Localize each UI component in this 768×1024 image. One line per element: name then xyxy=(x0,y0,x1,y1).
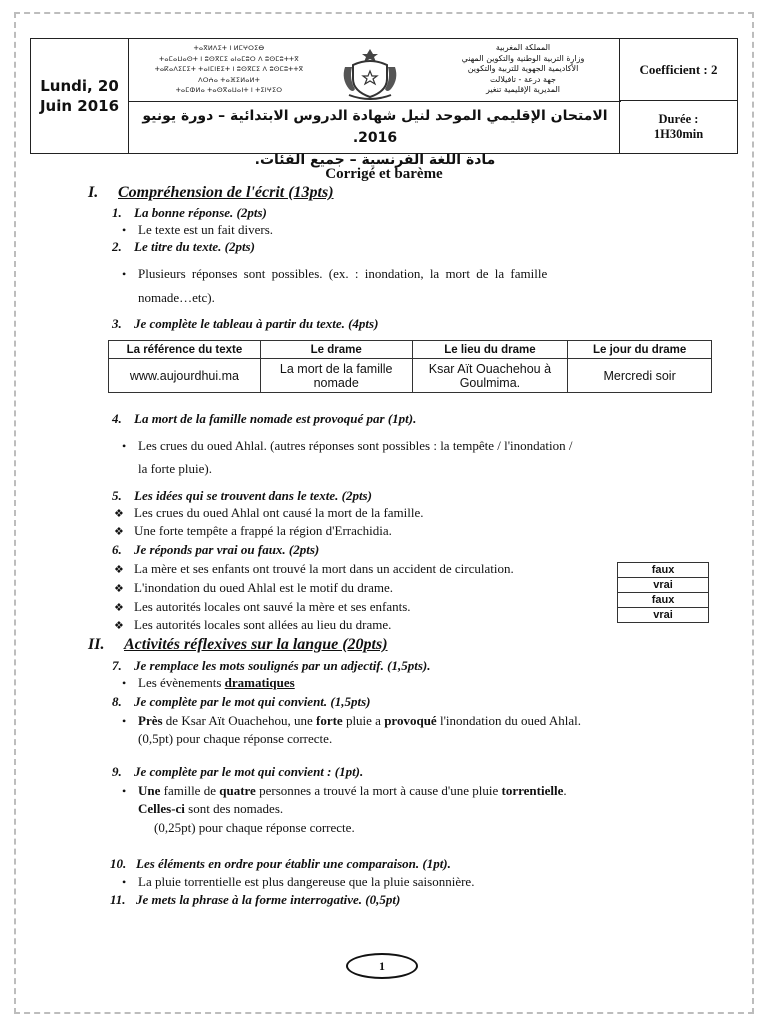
question xyxy=(112,205,267,221)
date-day: Lundi, 20 xyxy=(40,77,119,95)
question-number: 1. xyxy=(112,205,122,220)
answer-keyword: provoqué xyxy=(384,713,437,728)
tifinagh-line: ⵜⴰⴽⴰⴷⵉⵎⵉⵜ ⵜⴰⵏⵎⵏⴹⵉⵜ ⵏ ⵓⵙⴳⵎⵉ ⴷ ⵓⵙⵎⵓⵜⵜⴳ xyxy=(154,65,304,73)
question-title: Je complète par le mot qui convient : (1pt). xyxy=(134,764,364,779)
question xyxy=(112,658,430,674)
table-header: Le drame xyxy=(260,341,412,359)
answer-text: l'inondation du oued Ahlal. xyxy=(436,713,581,728)
answer-text: . xyxy=(563,783,567,798)
statement: ❖ La mère et ses enfants ont trouvé la mort dans un accident de circulation. xyxy=(134,561,514,577)
table-cell: Mercredi soir xyxy=(568,359,712,393)
header-right xyxy=(619,39,737,153)
statement: ❖ Les autorités locales sont allées au lieu du drame. xyxy=(134,617,391,633)
tifinagh-line: ⵜⴰⵎⵀⵍⴰ ⵜⴰⵙⴳⴰⵡⴰⵏⵜ ⵏ ⵜⵉⵏⵖⵉⵔ xyxy=(175,86,283,94)
answer-line: • La pluie torrentielle est plus dangereuse que la pluie saisonnière. xyxy=(138,874,474,890)
answer-keyword: quatre xyxy=(219,783,256,798)
question-number: 6. xyxy=(112,542,122,557)
question-number: 5. xyxy=(112,488,122,503)
scoring-note: (0,25pt) pour chaque réponse correcte. xyxy=(154,820,355,835)
answer-text: de Ksar Aït Ouachehou, une xyxy=(162,713,316,728)
header-middle xyxy=(129,39,621,168)
document-title: Corrigé et barème xyxy=(325,166,443,182)
question xyxy=(112,694,371,710)
answer-keyword: Une xyxy=(138,783,161,798)
table-cell: La mort de la famille nomade xyxy=(260,359,412,393)
question-title: Les éléments en ordre pour établir une comparaison. (1pt). xyxy=(136,856,451,871)
question xyxy=(110,856,451,872)
arabic-ministry-line: المملكة المغربية xyxy=(495,43,551,52)
question-title: La mort de la famille nomade est provoqué par (1pt). xyxy=(134,411,417,426)
answer-line: ❖ Une forte tempête a frappé la région d'Errachidia. xyxy=(134,523,392,539)
section-number: I. xyxy=(88,184,99,201)
answer-line: nomade…etc). xyxy=(138,290,215,305)
tifinagh-line: ⴷⵔⵄⴰ ⵜⴰⴼⵉⵍⴰⵍⵜ xyxy=(198,75,260,84)
question xyxy=(112,411,416,427)
question-number: 8. xyxy=(112,694,122,709)
question-number: 2. xyxy=(112,239,122,254)
answer-keyword: dramatiques xyxy=(224,675,295,690)
table-header-row xyxy=(109,341,712,359)
arabic-ministry-line: المديرية الإقليمية تنغير xyxy=(485,85,561,94)
exam-header xyxy=(30,38,738,168)
question xyxy=(112,488,372,504)
arabic-ministry-line: وزارة التربية الوطنية والتكوين المهني xyxy=(461,53,585,63)
answer-keyword: Celles-ci xyxy=(138,801,185,816)
question-title: Je remplace les mots soulignés par un adjectif. (1,5pts). xyxy=(134,658,431,673)
exam-subject-line: مادة اللغة الفرنسية – جميع الفئات. xyxy=(254,152,496,168)
answer-keyword: torrentielle xyxy=(501,783,564,798)
answer-line: • Le texte est un fait divers. xyxy=(138,222,273,238)
section-heading xyxy=(88,636,388,654)
answer-text: famille de xyxy=(160,783,220,798)
true-false-answers xyxy=(617,562,709,623)
question xyxy=(112,239,255,255)
question-number: 3. xyxy=(112,316,122,331)
tifinagh-line: ⵜⴰⴳⵍⴷⵉⵜ ⵏ ⵍⵎⵖⵔⵉⴱ xyxy=(193,44,265,52)
tifinagh-line: ⵜⴰⵎⴰⵡⴰⵙⵜ ⵏ ⵓⵙⴳⵎⵉ ⴰⵏⴰⵎⵓⵔ ⴷ ⵓⵙⵎⵓⵜⵜⴳ xyxy=(159,54,299,63)
question-title: Je mets la phrase à la forme interrogative. (0,5pt) xyxy=(136,892,401,907)
table-cell: Ksar Aït Ouachehou à Goulmima. xyxy=(412,359,568,393)
answer-text: pluie a xyxy=(342,713,385,728)
section-title: Compréhension de l'écrit (13pts) xyxy=(118,184,334,201)
table-row xyxy=(109,359,712,393)
arabic-ministry-line: الأكاديمية الجهوية للتربية والتكوين xyxy=(467,64,579,73)
exam-title-line: الامتحان الإقليمي الموحد لنيل شهادة الدروس الابتدائية – دورة يونيو 2016. xyxy=(142,108,608,146)
exam-title-arabic xyxy=(129,101,621,168)
answer-line: ❖ Les crues du oued Ahlal ont causé la mort de la famille. xyxy=(134,505,424,521)
table-header: Le lieu du drame xyxy=(412,341,568,359)
question xyxy=(112,542,319,558)
table-header: La référence du texte xyxy=(109,341,261,359)
answer-text: personnes a trouvé la mort à cause d'une pluie xyxy=(255,783,502,798)
table-header: Le jour du drame xyxy=(568,341,712,359)
date-month-year: Juin 2016 xyxy=(39,97,120,115)
page-number: 1 xyxy=(346,953,418,979)
answer-text: sont des nomades. xyxy=(184,801,284,816)
question-title: Je complète par le mot qui convient. (1,5pts) xyxy=(134,694,371,709)
arabic-ministry-line: جهة درعة - تافيلالت xyxy=(490,74,556,84)
true-false-cell: vrai xyxy=(618,578,709,593)
answer-keyword: forte xyxy=(315,713,343,728)
question-title: Je réponds par vrai ou faux. (2pts) xyxy=(134,542,320,557)
answer-line xyxy=(138,783,567,799)
question xyxy=(112,316,378,332)
answer-line: la forte pluie). xyxy=(138,461,212,476)
question-number: 9. xyxy=(112,764,122,779)
statement: ❖ Les autorités locales ont sauvé la mère et ses enfants. xyxy=(134,599,411,615)
moroccan-coat-of-arms-icon xyxy=(339,45,401,103)
question xyxy=(110,892,400,908)
statement: ❖ L'inondation du oued Ahlal est le motif du drame. xyxy=(134,580,393,596)
question xyxy=(112,764,363,780)
question-title: La bonne réponse. (2pts) xyxy=(134,205,267,220)
question-number: 7. xyxy=(112,658,122,673)
question-title: Je complète le tableau à partir du texte. (4pts) xyxy=(134,316,379,331)
question-number: 11. xyxy=(110,892,126,907)
coefficient: Coefficient : 2 xyxy=(620,39,737,101)
answer-table xyxy=(108,340,712,393)
exam-date xyxy=(31,39,129,153)
answer-line: • Plusieurs réponses sont possibles. (ex. : inondation, la mort de la famille xyxy=(138,266,547,282)
answer-text: Les évènements xyxy=(138,675,225,690)
scoring-note: (0,5pt) pour chaque réponse correcte. xyxy=(138,731,333,746)
question-number: 10. xyxy=(110,856,127,871)
question-number: 4. xyxy=(112,411,122,426)
section-number: II. xyxy=(88,636,105,653)
arabic-ministry-text xyxy=(433,43,613,96)
question-title: Le titre du texte. (2pts) xyxy=(134,239,255,254)
section-title: Activités réflexives sur la langue (20pts) xyxy=(124,636,388,653)
answer-line xyxy=(138,675,295,691)
answer-line xyxy=(138,801,283,817)
answer-line: • Les crues du oued Ahlal. (autres réponses sont possibles : la tempête / l'inondation / xyxy=(138,438,573,454)
duration-label: Durée : xyxy=(658,112,699,126)
duration-value: 1H30min xyxy=(653,127,704,141)
tifinagh-ministry-text xyxy=(139,43,319,96)
section-heading xyxy=(88,184,334,202)
true-false-cell: faux xyxy=(618,593,709,608)
duration xyxy=(620,101,737,153)
question-title: Les idées qui se trouvent dans le texte. (2pts) xyxy=(134,488,372,503)
answer-line xyxy=(138,713,581,729)
true-false-cell: faux xyxy=(618,563,709,578)
table-cell: www.aujourdhui.ma xyxy=(109,359,261,393)
answer-keyword: Près xyxy=(138,713,163,728)
true-false-cell: vrai xyxy=(618,608,709,623)
